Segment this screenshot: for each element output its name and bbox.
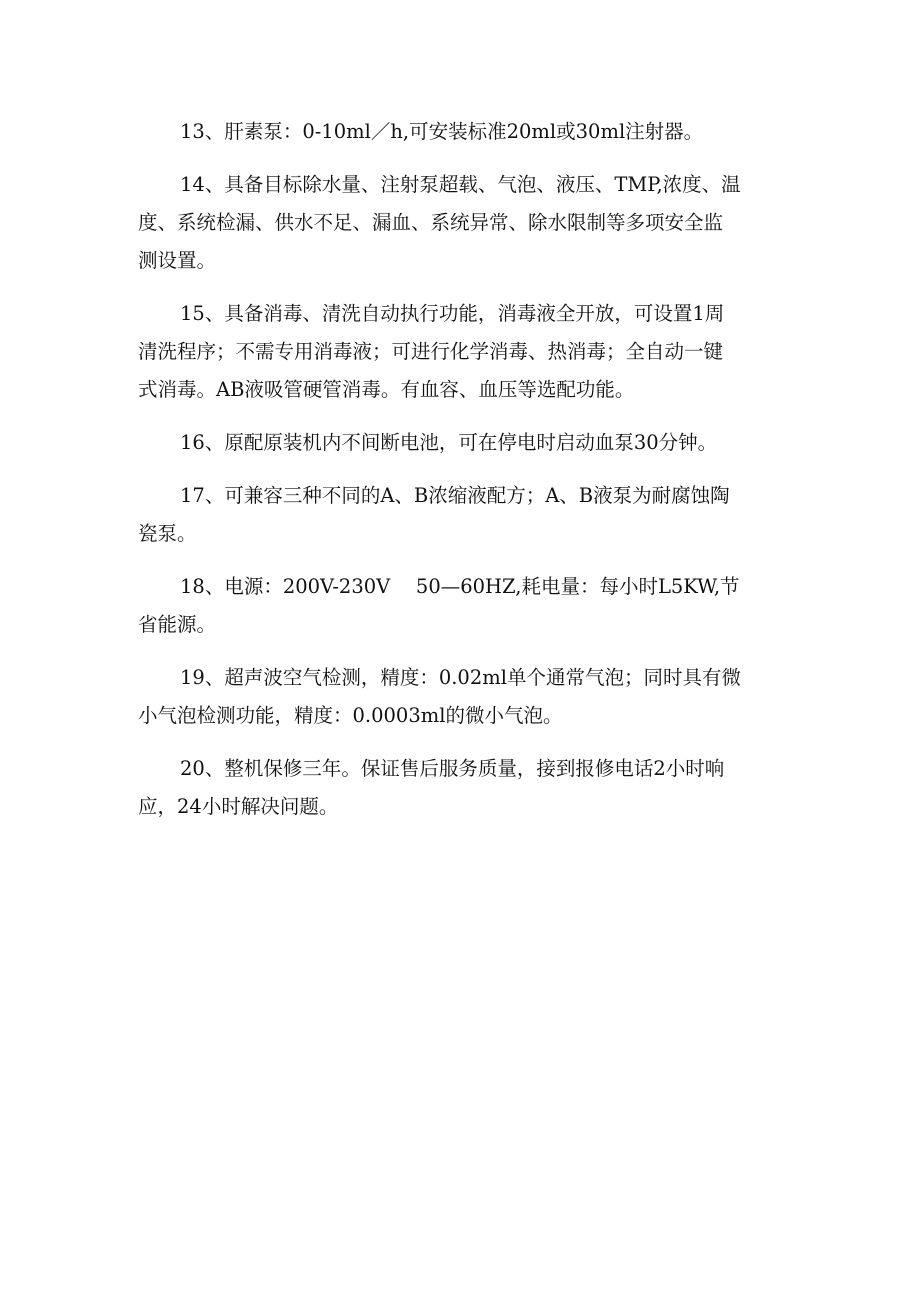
- paragraph-16: [138, 424, 786, 462]
- paragraph-18: [138, 568, 786, 644]
- paragraph-line: 17、可兼容三种不同的A、B浓缩液配方；A、B液泵为耐腐蚀陶: [180, 484, 730, 507]
- paragraph-19: [138, 659, 786, 735]
- paragraph-line: 14、具备目标除水量、注射泵超载、气泡、液压、TMP,浓度、温: [180, 173, 741, 196]
- paragraph-line: 13、肝素泵：0-10ml／h,可安装标准20ml或30ml注射器。: [180, 120, 704, 143]
- paragraph-17: [138, 477, 786, 553]
- paragraph-line: 式消毒。AB液吸管硬管消毒。有血容、血压等选配功能。: [138, 378, 635, 401]
- paragraph-20: [138, 750, 786, 826]
- paragraph-line: 测设置。: [138, 249, 217, 272]
- paragraph-line: 度、系统检漏、供水不足、漏血、系统异常、除水限制等多项安全监: [138, 211, 724, 234]
- paragraph-line: 瓷泵。: [138, 522, 197, 545]
- paragraph-line: 19、超声波空气检测，精度：0.02ml单个通常气泡；同时具有微: [180, 666, 741, 689]
- paragraph-line: 应，24小时解决问题。: [138, 795, 339, 818]
- paragraph-line: 清洗程序；不需专用消毒液；可进行化学消毒、热消毒；全自动一键: [138, 340, 724, 363]
- paragraph-13: [138, 113, 786, 151]
- paragraph-14: [138, 166, 786, 280]
- paragraph-line: 18、电源：200V-230V 50—60HZ,耗电量：每小时L5KW,节: [180, 575, 740, 598]
- paragraph-line: 省能源。: [138, 613, 217, 636]
- document-body: [138, 113, 786, 841]
- paragraph-line: 16、原配原装机内不间断电池，可在停电时启动血泵30分钟。: [180, 431, 718, 454]
- paragraph-line: 15、具备消毒、清洗自动执行功能，消毒液全开放，可设置1周: [180, 302, 725, 325]
- paragraph-15: [138, 295, 786, 409]
- paragraph-line: 小气泡检测功能，精度：0.0003ml的微小气泡。: [138, 704, 563, 727]
- paragraph-line: 20、整机保修三年。保证售后服务质量，接到报修电话2小时响: [180, 757, 725, 780]
